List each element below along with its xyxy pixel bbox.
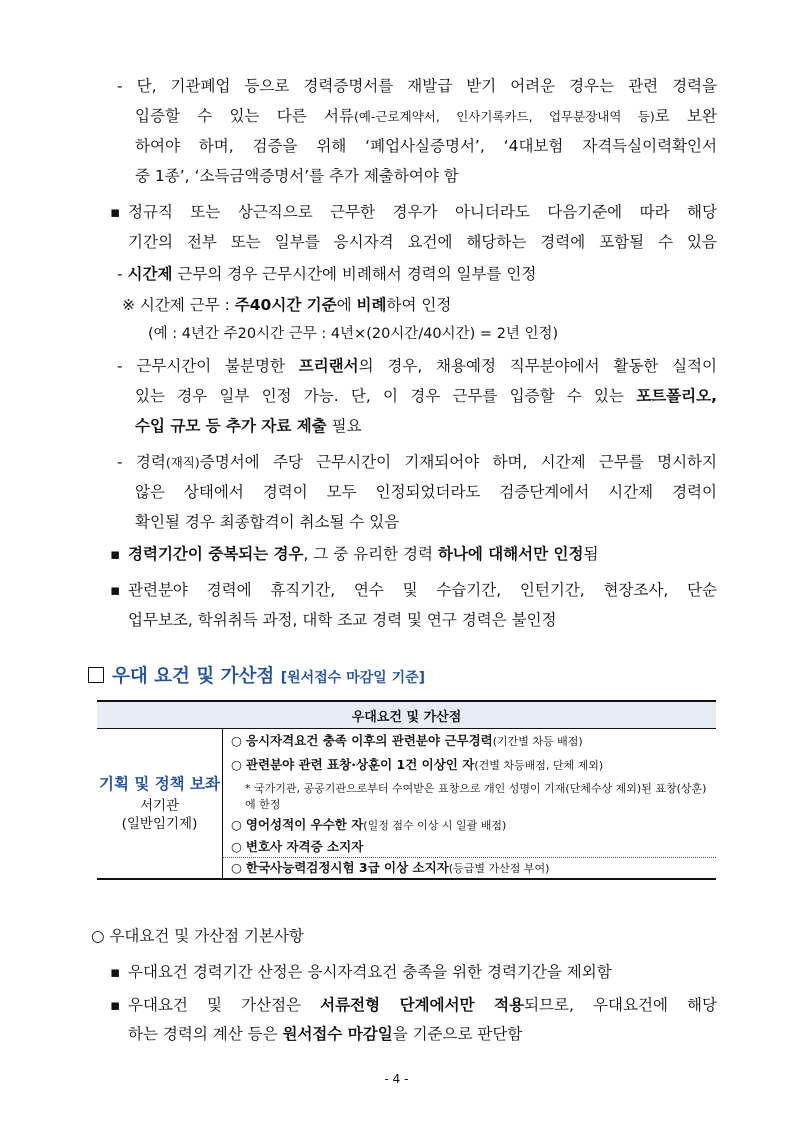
criteria-item: ○ 응시자격요건 충족 이후의 관련분야 근무경력(기간별 차등 배점) xyxy=(231,733,583,748)
dash-item-line: 확인될 경우 최종합격이 취소될 수 있음 xyxy=(135,513,400,531)
square-bullet-item: 기간의 전부 또는 일부를 응시자격 요건에 해당하는 경력에 포함될 수 있음 xyxy=(128,233,717,251)
dash-item-line: 중 1종’, ‘소득금액증명서’를 추가 제출하여야 함 xyxy=(135,167,459,185)
position-title: 기획 및 정책 보좌 xyxy=(98,775,220,793)
page-number: - 4 - xyxy=(384,1072,409,1086)
dash-item-line: 않은 상태에서 경력이 모두 인정되었더라도 검증단계에서 시간제 경력이 xyxy=(135,483,717,501)
square-bullet-item: ▪ 관련분야 경력에 휴직기간, 연수 및 수습기간, 인턴기간, 현장조사, 단순 xyxy=(128,580,717,600)
dash-item-line: 수입 규모 등 추가 자료 제출 필요 xyxy=(135,417,362,435)
criteria-item: ○ 영어성적이 우수한 자(일정 점수 이상 시 일괄 배점) xyxy=(231,817,507,832)
criteria-item: ○ 변호사 자격증 소지자 xyxy=(231,839,364,854)
square-bullet-item: ▪ 경력기간이 중복되는 경우, 그 중 유리한 경력 하나에 대해서만 인정됨 xyxy=(128,544,598,564)
section-title: 우대 요건 및 가산점 [원서접수 마감일 기준] xyxy=(88,662,425,688)
criteria-item: ○ 한국사능력검정시험 3급 이상 소지자(등급별 가산점 부여) xyxy=(223,857,716,878)
square-bullet-item: ▪ 우대요건 경력기간 산정은 응시자격요건 충족을 위한 경력기간을 제외함 xyxy=(128,962,612,982)
reference-note: ※ 시간제 근무 : 주40시간 기준에 비례하여 인정 xyxy=(122,296,452,314)
position-type: (일반임기제) xyxy=(121,816,198,832)
dash-item-line: - 시간제 근무의 경우 근무시간에 비례해서 경력의 일부를 인정 xyxy=(117,265,537,283)
square-bullet-item: ▪ 정규직 또는 상근직으로 근무한 경우가 아니더라도 다음기준에 따라 해당 xyxy=(128,202,717,222)
dash-item-line: - 경력(재직)증명서에 주당 근무시간이 기재되어야 하며, 시간제 근무를 명시하지 xyxy=(117,453,717,471)
example-line: (예 : 4년간 주20시간 근무 : 4년×(20시간/40시간) = 2년 인정) xyxy=(148,326,559,342)
position-cell xyxy=(97,729,223,880)
position-rank: 서기관 xyxy=(139,798,180,814)
basics-heading: ○ 우대요건 및 가산점 기본사항 xyxy=(91,927,304,945)
square-bullet-item: 하는 경력의 계산 등은 원서접수 마감일을 기준으로 판단함 xyxy=(128,1025,523,1043)
criteria-cell xyxy=(223,729,717,880)
dash-item-line: 있는 경우 일부 인정 가능. 단, 이 경우 근무를 입증할 수 있는 포트폴리오, xyxy=(135,387,717,405)
criteria-note: * 국가기관, 공공기관으로부터 수여받은 표창으로 개인 성명이 기재(단체수상 제외)된 표창(상훈)에 한정 xyxy=(245,782,707,811)
square-bullet-item: ▪ 우대요건 및 가산점은 서류전형 단계에서만 적용되므로, 우대요건에 해당 xyxy=(128,995,717,1015)
dash-item-line: 입증할 수 있는 다른 서류(예-근로계약서, 인사기록카드, 업무분장내역 등)로 보완 xyxy=(135,107,717,125)
dash-item-line: 하여야 하며, 검증을 위해 ‘폐업사실증명서’, ‘4대보험 자격득실이력확인서 xyxy=(135,137,717,155)
dash-item-line: - 근무시간이 불분명한 프리랜서의 경우, 채용예정 직무분야에서 활동한 실적이 xyxy=(117,357,717,375)
criteria-item: ○ 관련분야 관련 표창·상훈이 1건 이상인 자(건별 차등배점, 단체 제외) xyxy=(231,757,604,772)
preference-table xyxy=(97,700,716,880)
checkbox-square-icon xyxy=(88,667,104,683)
square-bullet-item: 업무보조, 학위취득 과정, 대학 조교 경력 및 연구 경력은 불인정 xyxy=(128,611,557,629)
dash-item-line: - 단, 기관폐업 등으로 경력증명서를 재발급 받기 어려운 경우는 관련 경력을 xyxy=(117,77,717,95)
table-header: 우대요건 및 가산점 xyxy=(97,701,716,729)
